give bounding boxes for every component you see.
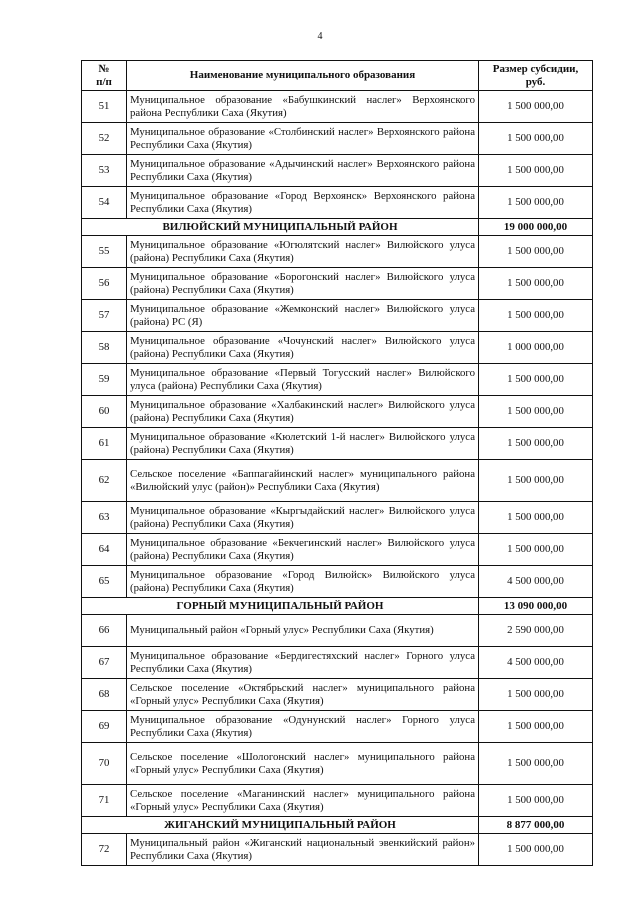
row-subsidy-amount: 1 500 000,00 (479, 428, 593, 460)
row-number: 63 (82, 502, 127, 534)
table-row (82, 615, 593, 647)
row-municipality-name: Сельское поселение «Шологонский наслег» муниципального района «Горный улус» Республики Саха (Якутия) (127, 743, 479, 785)
row-number: 64 (82, 534, 127, 566)
row-municipality-name: Муниципальный район «Жиганский национальный эвенкийский район» Республики Саха (Якутия) (127, 834, 479, 866)
row-municipality-name: Муниципальное образование «Югюлятский наслег» Вилюйского улуса (района) Республики Саха (Якутия) (127, 236, 479, 268)
row-municipality-name: Муниципальный район «Горный улус» Республики Саха (Якутия) (127, 615, 479, 647)
row-municipality-name: Сельское поселение «Баппагайинский наслег» муниципального района «Вилюйский улус (район)» Республики Саха (Якутия) (127, 460, 479, 502)
row-municipality-name: Сельское поселение «Маганинский наслег» муниципального района «Горный улус» Республики Саха (Якутия) (127, 785, 479, 817)
row-number: 71 (82, 785, 127, 817)
section-total: 8 877 000,00 (479, 817, 593, 834)
header-subsidy: Размер субсидии, руб. (479, 61, 593, 91)
row-subsidy-amount: 1 500 000,00 (479, 155, 593, 187)
table-row (82, 647, 593, 679)
row-municipality-name: Муниципальное образование «Город Вилюйск» Вилюйского улуса (района) Республики Саха (Якутия) (127, 566, 479, 598)
table-row (82, 155, 593, 187)
table-row (82, 123, 593, 155)
subsidy-table (81, 60, 593, 866)
header-name: Наименование муниципального образования (127, 61, 479, 91)
row-number: 58 (82, 332, 127, 364)
row-municipality-name: Муниципальное образование «Бердигестяхский наслег» Горного улуса Республики Саха (Якутия) (127, 647, 479, 679)
table-row (82, 785, 593, 817)
row-subsidy-amount: 4 500 000,00 (479, 647, 593, 679)
row-number: 55 (82, 236, 127, 268)
row-subsidy-amount: 1 500 000,00 (479, 679, 593, 711)
row-subsidy-amount: 1 500 000,00 (479, 534, 593, 566)
table-row (82, 566, 593, 598)
row-municipality-name: Муниципальное образование «Первый Тогусский наслег» Вилюйского улуса (района) Республики Саха (Якутия) (127, 364, 479, 396)
row-number: 53 (82, 155, 127, 187)
row-subsidy-amount: 1 500 000,00 (479, 91, 593, 123)
row-number: 52 (82, 123, 127, 155)
row-number: 72 (82, 834, 127, 866)
row-number: 51 (82, 91, 127, 123)
row-number: 65 (82, 566, 127, 598)
table-row (82, 187, 593, 219)
row-municipality-name: Муниципальное образование «Бекчегинский наслег» Вилюйского улуса (района) Республики Саха (Якутия) (127, 534, 479, 566)
row-number: 59 (82, 364, 127, 396)
table-row (82, 300, 593, 332)
row-municipality-name: Муниципальное образование «Халбакинский наслег» Вилюйского улуса (района) Республики Саха (Якутия) (127, 396, 479, 428)
table-row (82, 428, 593, 460)
row-subsidy-amount: 1 500 000,00 (479, 268, 593, 300)
table-row (82, 236, 593, 268)
section-row (82, 219, 593, 236)
row-number: 66 (82, 615, 127, 647)
row-subsidy-amount: 1 500 000,00 (479, 187, 593, 219)
section-title: ГОРНЫЙ МУНИЦИПАЛЬНЫЙ РАЙОН (82, 598, 479, 615)
section-title: ЖИГАНСКИЙ МУНИЦИПАЛЬНЫЙ РАЙОН (82, 817, 479, 834)
row-subsidy-amount: 1 000 000,00 (479, 332, 593, 364)
row-number: 60 (82, 396, 127, 428)
row-municipality-name: Муниципальное образование «Одунунский наслег» Горного улуса Республики Саха (Якутия) (127, 711, 479, 743)
row-municipality-name: Муниципальное образование «Кыргыдайский наслег» Вилюйского улуса (района) Республики Саха (Якутия) (127, 502, 479, 534)
section-row (82, 598, 593, 615)
section-title: ВИЛЮЙСКИЙ МУНИЦИПАЛЬНЫЙ РАЙОН (82, 219, 479, 236)
row-subsidy-amount: 1 500 000,00 (479, 364, 593, 396)
table-header-row (82, 61, 593, 91)
table-body (82, 91, 593, 866)
row-subsidy-amount: 1 500 000,00 (479, 236, 593, 268)
row-number: 54 (82, 187, 127, 219)
row-number: 69 (82, 711, 127, 743)
table-row (82, 268, 593, 300)
row-subsidy-amount: 1 500 000,00 (479, 502, 593, 534)
table-row (82, 396, 593, 428)
row-number: 67 (82, 647, 127, 679)
row-subsidy-amount: 1 500 000,00 (479, 743, 593, 785)
table-row (82, 332, 593, 364)
row-municipality-name: Муниципальное образование «Борогонский наслег» Вилюйского улуса (района) Республики Саха (Якутия) (127, 268, 479, 300)
row-number: 61 (82, 428, 127, 460)
row-subsidy-amount: 1 500 000,00 (479, 396, 593, 428)
page-number: 4 (317, 31, 323, 42)
row-subsidy-amount: 1 500 000,00 (479, 460, 593, 502)
section-total: 13 090 000,00 (479, 598, 593, 615)
table-row (82, 364, 593, 396)
row-municipality-name: Муниципальное образование «Город Верхоянск» Верхоянского района Республики Саха (Якутия) (127, 187, 479, 219)
row-subsidy-amount: 1 500 000,00 (479, 300, 593, 332)
row-subsidy-amount: 1 500 000,00 (479, 711, 593, 743)
table-row (82, 711, 593, 743)
table-row (82, 502, 593, 534)
row-municipality-name: Муниципальное образование «Бабушкинский наслег» Верхоянского района Республики Саха (Якутия) (127, 91, 479, 123)
table-row (82, 460, 593, 502)
table-row (82, 679, 593, 711)
row-municipality-name: Муниципальное образование «Жемконский наслег» Вилюйского улуса (района) РС (Я) (127, 300, 479, 332)
section-total: 19 000 000,00 (479, 219, 593, 236)
section-row (82, 817, 593, 834)
row-municipality-name: Муниципальное образование «Столбинский наслег» Верхоянского района Республики Саха (Якутия) (127, 123, 479, 155)
row-municipality-name: Муниципальное образование «Адычинский наслег» Верхоянского района Республики Саха (Якутия) (127, 155, 479, 187)
row-number: 70 (82, 743, 127, 785)
table-row (82, 91, 593, 123)
row-subsidy-amount: 1 500 000,00 (479, 834, 593, 866)
row-number: 57 (82, 300, 127, 332)
table-row (82, 534, 593, 566)
row-number: 62 (82, 460, 127, 502)
header-number: № п/п (82, 61, 127, 91)
row-subsidy-amount: 4 500 000,00 (479, 566, 593, 598)
row-municipality-name: Муниципальное образование «Кюлетский 1-й наслег» Вилюйского улуса (района) Республики Саха (Якутия) (127, 428, 479, 460)
row-subsidy-amount: 1 500 000,00 (479, 785, 593, 817)
row-number: 56 (82, 268, 127, 300)
row-municipality-name: Сельское поселение «Октябрьский наслег» муниципального района «Горный улус» Республики Саха (Якутия) (127, 679, 479, 711)
table-row (82, 743, 593, 785)
row-municipality-name: Муниципальное образование «Чочунский наслег» Вилюйского улуса (района) Республики Саха (Якутия) (127, 332, 479, 364)
row-number: 68 (82, 679, 127, 711)
row-subsidy-amount: 1 500 000,00 (479, 123, 593, 155)
table-row (82, 834, 593, 866)
row-subsidy-amount: 2 590 000,00 (479, 615, 593, 647)
